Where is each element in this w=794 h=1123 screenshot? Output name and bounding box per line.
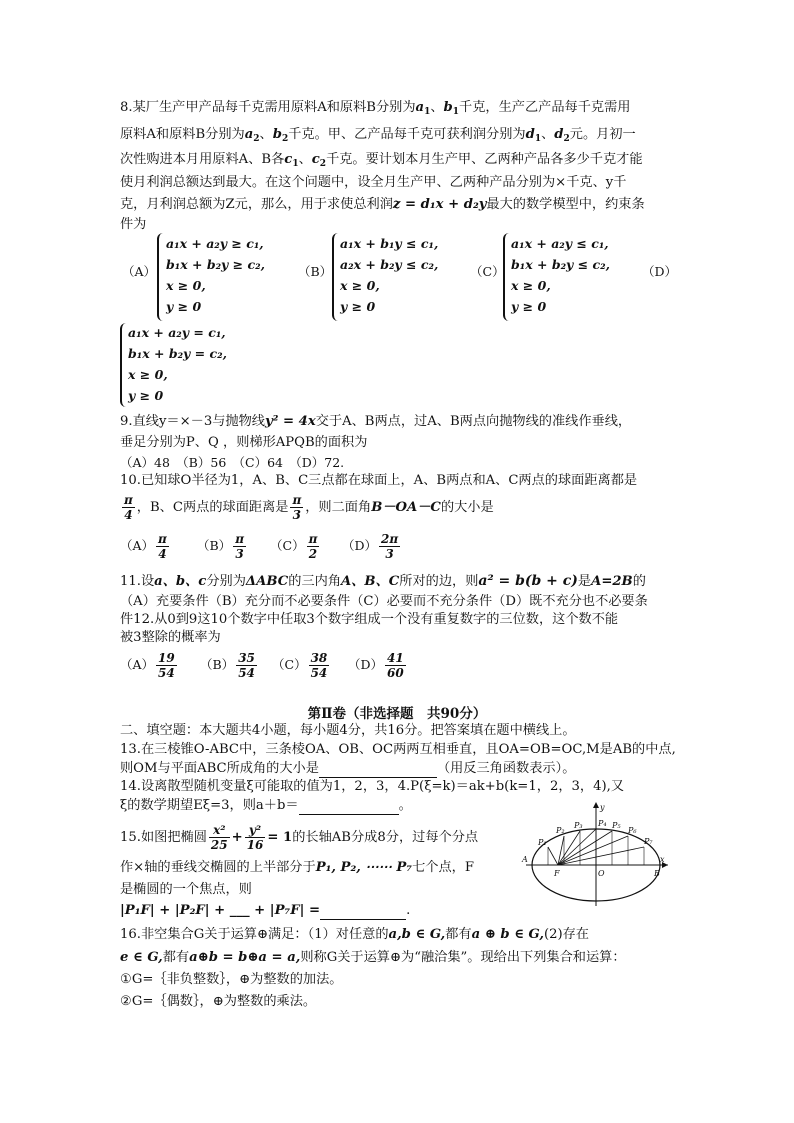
q8-line-3: 次性购进本月用原料A、B各$c_1$、$c_2$千克。要计划本月生产甲、乙两种产品各多少千克才能 [120, 152, 643, 169]
fig-label-p5: P₅ [612, 821, 621, 830]
fig-label-a: A [522, 855, 528, 864]
q15-frac-x: $\frac{\text{x²}}{25}$ [210, 823, 228, 852]
focal-line-6 [558, 836, 628, 865]
fig-label-f: F [554, 869, 560, 878]
q12-choice-d: （D） $\frac{41}{60}$ [348, 651, 404, 680]
q12-choice-a: （A） $\frac{19}{54}$ [120, 651, 175, 680]
q10-line-2: $\frac{\pi}{4}$ ，B、C两点的球面距离是 $\frac{\pi}{3}$ ，则二面角B－OA－C的大小是 [124, 493, 494, 522]
q9-line-2: 垂足分别为P、Q ，则梯形APQB的面积为 [120, 435, 368, 450]
fig-label-p3: P₃ [574, 821, 583, 830]
q8-option-b-brace [332, 233, 340, 321]
q13-line-2: 则OM与平面ABC所成角的大小是 （用反三角函数表示）。 [120, 761, 576, 776]
q15-line-2: 作×轴的垂线交椭圆的上半部分于P₁, P₂, ⋯⋯ P₇七个点，F [120, 860, 475, 875]
q10-choice-a: （A） $\frac{\pi}{4}$ [120, 532, 167, 561]
q15-answer-blank[interactable] [320, 907, 406, 920]
q16-line-2: e ∈ G,都有a⊕b = b⊕a = a,则称G关于运算⊕为“融洽集”。现给出下列集合和运算： [120, 950, 626, 965]
part2-heading: 第Ⅱ卷（非选择题 共90分） [307, 706, 487, 722]
q13-line-1: 13.在三棱锥O-ABC中，三条棱OA、OB、OC两两互相垂直，且OA=OB=OC,M是AB的中点, [120, 742, 676, 757]
q14-line-1: 14.设离散型随机变量ξ可能取的值为1，2，3，4.P(ξ=k)＝ak+b(k=1，2，3，4),又 [120, 779, 625, 794]
fig-label-p6: P₆ [628, 826, 637, 835]
fig-label-o: O [598, 869, 605, 878]
q9-line-1: 9.直线y＝×－3与抛物线y² = 4x交于A、B两点，过A、B两点向抛物线的准线作垂线， [120, 414, 632, 429]
q11-line-3: 件12.从0到9这10个数字中任取3个数字组成一个没有重复数字的三位数，这个数不能 [120, 612, 619, 627]
q10-choice-d: （D） $\frac{2\pi}{3}$ [342, 532, 399, 561]
fig-label-y: y [600, 803, 605, 812]
focal-line-1 [548, 847, 558, 865]
fig-label-p7: P₇ [644, 837, 653, 846]
fig-label-p4: P₄ [598, 819, 607, 828]
q11-line-4: 被3整除的概率为 [120, 630, 221, 645]
focal-line-5 [558, 831, 612, 865]
fig-label-p2: P₂ [556, 826, 565, 835]
q8-option-d-label: （D） [642, 264, 678, 279]
fig-label-b: B [654, 869, 660, 878]
q8-line-4: 使月利润总额达到最大。在这个问题中，设全月生产甲、乙两种产品分别为×千克、y千 [120, 175, 627, 190]
q12-choice-b: （B） $\frac{35}{54}$ [200, 651, 255, 680]
q16-line-1: 16.非空集合G关于运算⊕满足：（1）对任意的a,b ∈ G,都有a ⊕ b ∈ G,(2)存在 [120, 927, 589, 942]
q11-line-1: 11.设a、b、c分别为ΔABC的三内角A、B、C所对的边，则a² = b(b + c)是A=2B的 [120, 573, 646, 589]
y-axis-arrow [593, 802, 599, 808]
q8-option-b-label: （B） [298, 264, 333, 279]
q8-line-2: 原料A和原料B分别为$a_2$、$b_2$千克。甲、乙产品每千克可获利润分别为$d_1$、$d_2$元。月初一 [120, 127, 636, 144]
q10-choice-b: （B） $\frac{\pi}{3}$ [197, 532, 244, 561]
q15-line-3: 是椭圆的一个焦点，则 [120, 882, 252, 897]
q15-line-1: 15.如图把椭圆 $\frac{\text{x²}}{25}$ + $\frac{\text{y²}}{16}$ = 1的长轴AB分成8分，过每个分点 [120, 823, 479, 852]
q13-answer-blank[interactable] [319, 765, 437, 778]
q8-option-a-brace [157, 233, 165, 321]
q14-answer-blank[interactable] [299, 802, 399, 815]
fig-label-x: x [660, 855, 665, 864]
q15-line-4: |P₁F| + |P₂F| + ___ + |P₇F| = . [120, 903, 411, 918]
q8-line-1: 8.某厂生产甲产品每千克需用原料A和原料B分别为$a_1$、$b_1$千克，生产乙产品每千克需用 [120, 100, 631, 117]
q8-option-d-brace [120, 323, 128, 407]
q10-frac-pi-4: $\frac{\pi}{4}$ [124, 493, 133, 522]
q8-option-c-label: （C） [470, 264, 505, 279]
focal-line-7 [558, 847, 644, 865]
q8-option-c-system: a₁x + a₂y ≤ c₁, b₁x + b₂y ≤ c₂, x ≥ 0, y ≥ 0 [511, 236, 610, 314]
q8-option-b-system: a₁x + b₁y ≤ c₁, a₂x + b₂y ≤ c₂, x ≥ 0, y ≥ 0 [340, 236, 439, 314]
q8-option-d-system: a₁x + a₂y = c₁, b₁x + b₂y = c₂, x ≥ 0, y ≥ 0 [128, 325, 227, 403]
q16-item-2: ②G=｛偶数｝，⊕为整数的乘法。 [120, 994, 317, 1009]
q8-option-a-system: a₁x + a₂y ≥ c₁, b₁x + b₂y ≥ c₂, x ≥ 0, y ≥ 0 [166, 236, 265, 314]
q8-line-6: 件为 [120, 217, 147, 232]
q10-line-1: 10.已知球O半径为1，A、B、C三点都在球面上，A、B两点和A、C两点的球面距离都是 [120, 473, 638, 488]
q12-choice-c: （C） $\frac{38}{54}$ [272, 651, 328, 680]
q9-choices: （A）48 （B）56 （C）64 （D）72. [120, 455, 345, 470]
ellipse-figure [520, 800, 670, 910]
q16-item-1: ①G=｛非负整数｝，⊕为整数的加法。 [120, 972, 343, 987]
q11-line-2: （A）充要条件（B）充分而不必要条件（C）必要而不充分条件（D）既不充分也不必要条 [120, 594, 648, 609]
q10-frac-pi-3: $\frac{\pi}{3}$ [292, 493, 302, 522]
q8-option-c-brace [503, 233, 511, 321]
q15-frac-y: $\frac{\text{y²}}{16}$ [246, 823, 264, 852]
q14-line-2: ξ的数学期望Eξ=3，则a＋b＝ 。 [120, 798, 412, 813]
q8-line-5: 克，月利润总额为Z元，那么，用于求使总利润z = d₁x + d₂y最大的数学模型中，约束条 [120, 197, 645, 212]
q8-option-a-label: （A） [122, 264, 157, 279]
part2-intro: 二、填空题：本大题共4小题，每小题4分，共16分。把答案填在题中横线上。 [120, 723, 576, 738]
q10-choice-c: （C） $\frac{\pi}{2}$ [270, 532, 318, 561]
fig-label-p1: P₁ [538, 838, 547, 847]
